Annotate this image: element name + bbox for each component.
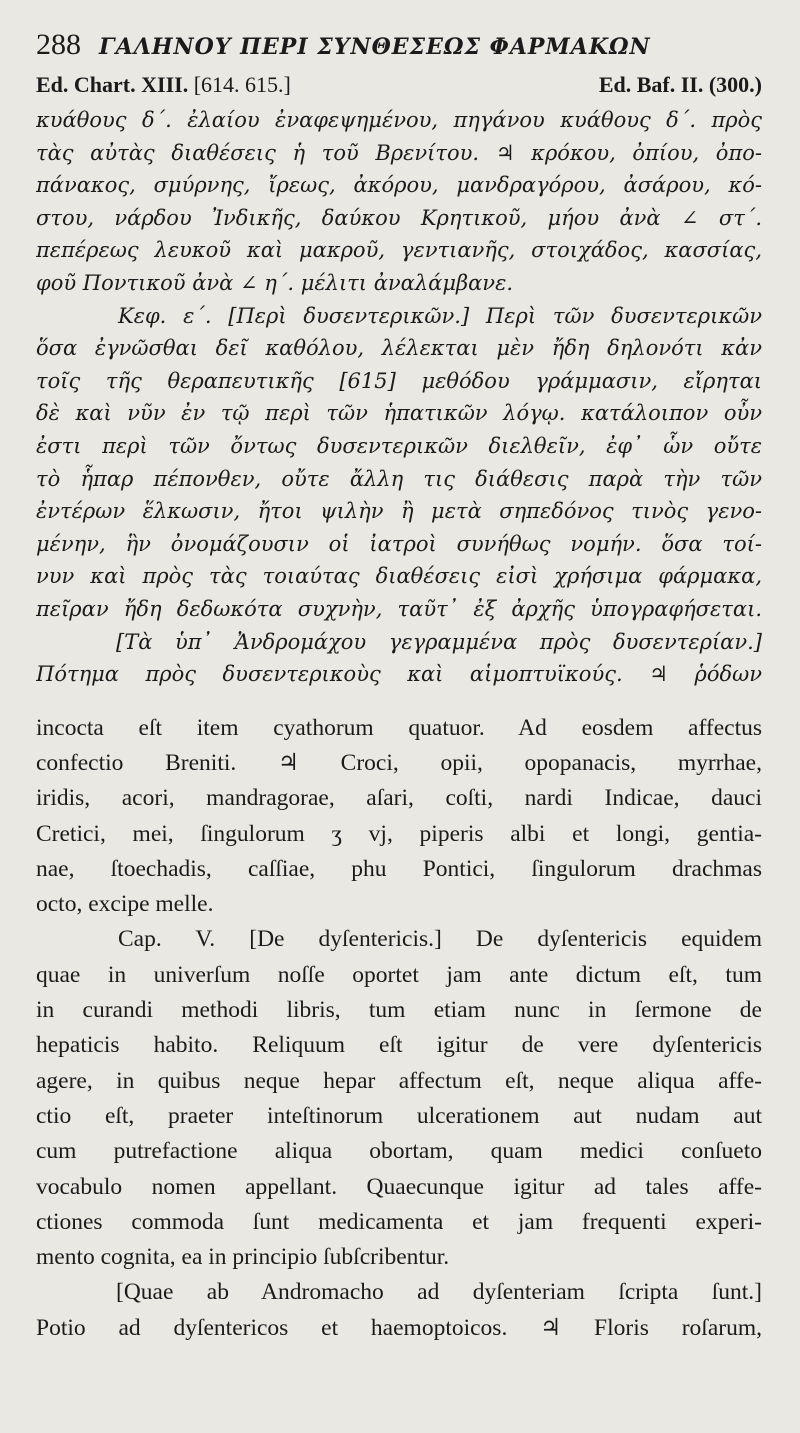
latin-line: octo, excipe melle. xyxy=(36,891,214,918)
greek-line: ἐστι περὶ τῶν ὄντως δυσεντερικῶν διελθεῖν, ἐφ᾽ ὧν οὔτε xyxy=(36,433,762,458)
edition-left-label: Ed. Chart. XIII. xyxy=(36,72,189,97)
latin-line: Cap. V. [De dyſentericis.] De dyſentericis equidem xyxy=(118,926,762,953)
greek-line: πάνακος, σμύρνης, ἴρεως, ἀκόρου, μανδραγόρου, ἀσάρου, κό- xyxy=(36,173,762,198)
edition-reference-row xyxy=(36,72,762,102)
greek-line: νυν καὶ πρὸς τὰς τοιαύτας διαθέσεις εἰσὶ χρήσιμα φάρμακα, xyxy=(36,564,762,589)
greek-line: τὰς αὐτὰς διαθέσεις ἡ τοῦ Βρενίτου. ♃ κρόκου, ὀπίου, ὀπο- xyxy=(36,140,762,165)
greek-line: πεπέρεως λευκοῦ καὶ μακροῦ, γεντιανῆς, στοιχάδος, κασσίας, xyxy=(36,238,762,263)
edition-right: Ed. Baf. II. (300.) xyxy=(598,72,762,97)
greek-line: ἐντέρων ἕλκωσιν, ἤτοι ψιλὴν ἢ μετὰ σηπεδόνος τινὸς γενο- xyxy=(36,499,762,524)
edition-left-pages: [614. 615.] xyxy=(193,72,291,97)
running-title: ΓΑΛΗΝΟΥ ΠΕΡΙ ΣΥΝΘΕΣΕΩΣ ΦΑΡΜΑΚΩΝ xyxy=(99,34,651,60)
greek-line: Πότημα πρὸς δυσεντερικοὺς καὶ αἱμοπτυϊκούς. ♃ ῥόδων xyxy=(36,662,762,687)
latin-line: [Quae ab Andromacho ad dyſenteriam ſcripta ſunt.] xyxy=(116,1279,762,1306)
greek-line: ὅσα ἐγνῶσθαι δεῖ καθόλου, λέλεκται μὲν ἤδη δηλονότι κἀν xyxy=(36,336,762,361)
edition-left xyxy=(36,72,291,102)
latin-text xyxy=(36,711,762,1346)
latin-line: mento cognita, ea in principio ſubſcribentur. xyxy=(36,1244,450,1271)
greek-line: κυάθους δ΄. ἐλαίου ἐναφεψημένου, πηγάνου κυάθους δ΄. πρὸς xyxy=(36,108,762,132)
page-number: 288 xyxy=(36,28,81,61)
latin-line: incocta eſt item cyathorum quatuor. Ad eosdem affectus xyxy=(36,714,762,741)
latin-line: iridis, acori, mandragorae, aſari, coſti, nardi Indicae, dauci xyxy=(36,785,762,812)
latin-line: hepaticis habito. Reliquum eſt igitur de vere dyſentericis xyxy=(36,1032,762,1059)
greek-line: δὲ καὶ νῦν ἐν τῷ περὶ τῶν ἡπατικῶν λόγῳ. κατάλοιπον οὖν xyxy=(36,401,762,426)
latin-line: ctiones commoda ſunt medicamenta et jam frequenti experi- xyxy=(36,1208,762,1235)
latin-line: confectio Breniti. ♃ Croci, opii, opopanacis, myrrhae, xyxy=(36,749,762,776)
greek-line: Κεφ. ε΄. [Περὶ δυσεντερικῶν.] Περὶ τῶν δυσεντερικῶν xyxy=(118,303,762,328)
greek-line: μένην, ἣν ὀνομάζουσιν οἱ ἰατροὶ συνήθως νομήν. ὅσα τοί- xyxy=(36,531,762,556)
greek-line: πεῖραν ἤδη δεδωκότα συχνὴν, ταῦτ᾽ ἐξ ἀρχῆς ὑπογραφήσεται. xyxy=(36,596,762,621)
latin-line: in curandi methodi libris, tum etiam nunc in ſermone de xyxy=(36,997,762,1024)
greek-line: τοῖς τῆς θεραπευτικῆς [615] μεθόδου γράμμασιν, εἴρηται xyxy=(36,368,762,393)
latin-line: quae in univerſum noſſe oportet jam ante dictum eſt, tum xyxy=(36,961,762,988)
greek-line: φοῦ Ποντικοῦ ἀνὰ ∠ η΄. μέλιτι ἀναλάμβανε. xyxy=(36,270,514,295)
latin-line: ctio eſt, praeter inteſtinorum ulcerationem aut nudam aut xyxy=(36,1102,762,1129)
latin-line: agere, in quibus neque hepar affectum eſt, neque aliqua affe- xyxy=(36,1067,762,1094)
greek-text xyxy=(36,104,762,691)
latin-line: vocabulo nomen appellant. Quaecunque igitur ad tales affe- xyxy=(36,1173,762,1200)
latin-line: Cretici, mei, ſingulorum ʒ vj, piperis albi et longi, gentia- xyxy=(36,820,762,847)
greek-line: τὸ ἧπαρ πέπονθεν, οὔτε ἄλλη τις διάθεσις παρὰ τὴν τῶν xyxy=(36,466,762,491)
latin-line: nae, ſtoechadis, caſſiae, phu Pontici, ſingulorum drachmas xyxy=(36,855,762,882)
latin-line: Potio ad dyſentericos et haemoptoicos. ♃ Floris roſarum, xyxy=(36,1314,762,1341)
greek-line: [Τὰ ὑπ᾽ Ἀνδρομάχου γεγραμμένα πρὸς δυσεντερίαν.] xyxy=(116,629,762,654)
greek-line: στου, νάρδου Ἰνδικῆς, δαύκου Κρητικοῦ, μήου ἀνὰ ∠ στ΄. xyxy=(36,205,762,230)
page-header xyxy=(36,28,762,66)
latin-line: cum putrefactione aliqua obortam, quam medici conſueto xyxy=(36,1138,762,1165)
